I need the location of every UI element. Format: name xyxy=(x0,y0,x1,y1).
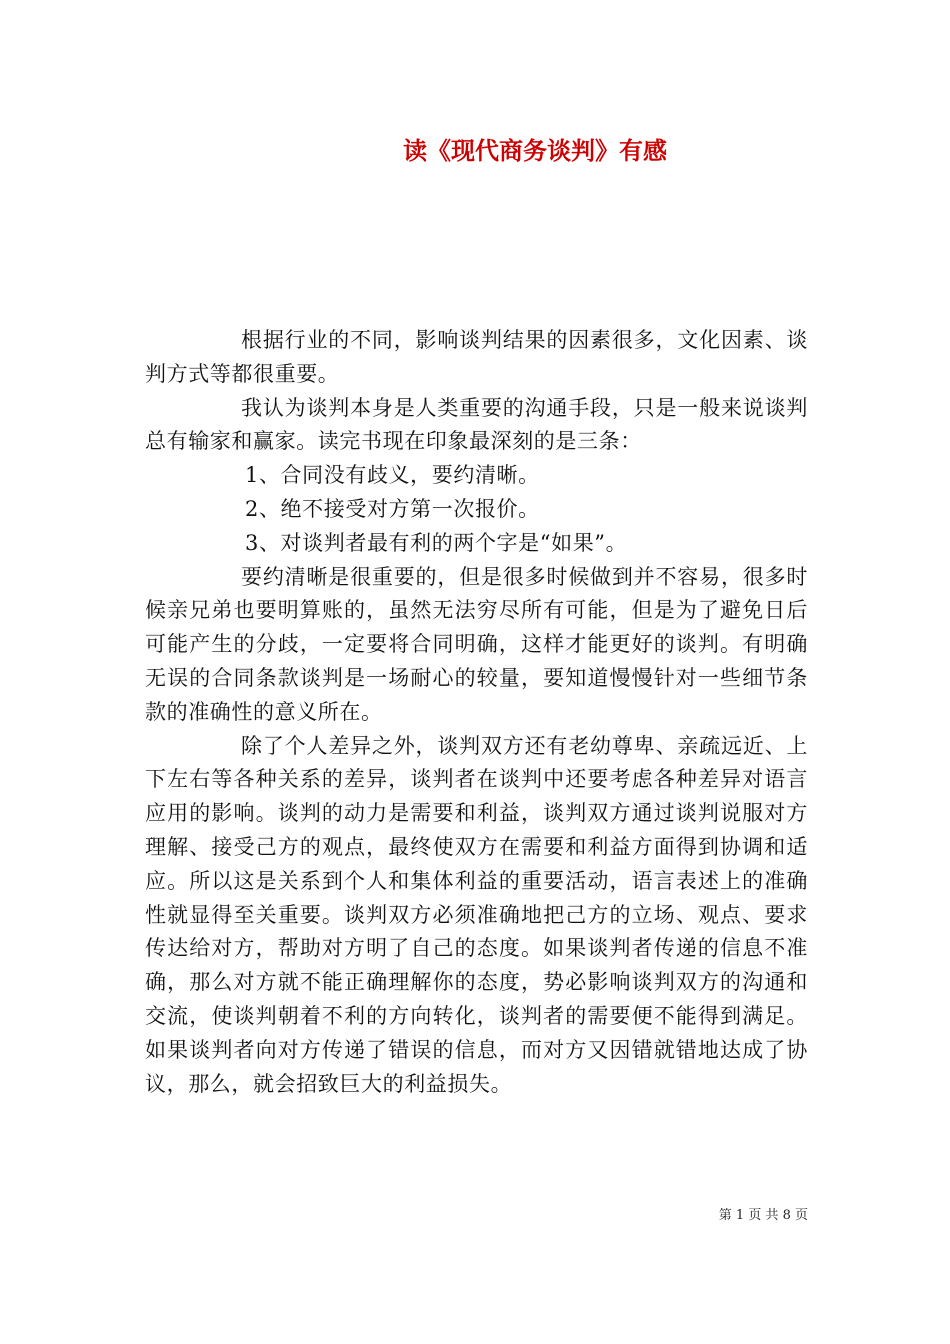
paragraph-differences: 除了个人差异之外，谈判双方还有老幼尊卑、亲疏远近、上下左右等各种关系的差异，谈判者在谈判中还要考虑各种差异对语言应用的影响。谈判的动力是需要和利益，谈判双方通过谈判说服对方理解、接受己方的观点，最终使双方在需要和利益方面得到协调和适应。所以这是关系到个人和集体利益的重要活动，语言表述上的准确性就显得至关重要。谈判双方必须准确地把己方的立场、观点、要求传达给对方，帮助对方明了自己的态度。如果谈判者传递的信息不准确，那么对方就不能正确理解你的态度，势必影响谈判双方的沟通和交流，使谈判朝着不利的方向转化，谈判者的需要便不能得到满足。如果谈判者向对方传递了错误的信息，而对方又因错就错地达成了协议，那么，就会招致巨大的利益损失。 xyxy=(145,733,808,1096)
list-item: 1、合同没有歧义，要约清晰。 xyxy=(245,463,540,488)
page-number: 第 1 页 共 8 页 xyxy=(718,1208,808,1223)
page-title: 读《现代商务谈判》有感 xyxy=(403,136,667,165)
paragraph-intro: 根据行业的不同，影响谈判结果的因素很多，文化因素、谈判方式等都很重要。 xyxy=(145,328,808,386)
list-item: 3、对谈判者最有利的两个字是“如果”。 xyxy=(245,530,628,555)
document-body xyxy=(145,324,808,1101)
paragraph-opinion: 我认为谈判本身是人类重要的沟通手段，只是一般来说谈判总有输家和赢家。读完书现在印象最深刻的是三条： xyxy=(145,395,808,454)
paragraph-contract: 要约清晰是很重要的，但是很多时候做到并不容易，很多时候亲兄弟也要明算账的，虽然无法穷尽所有可能，但是为了避免日后可能产生的分歧，一定要将合同明确，这样才能更好的谈判。有明确无误的合同条款谈判是一场耐心的较量，要知道慢慢针对一些细节条款的准确性的意义所在。 xyxy=(145,564,808,724)
list-item: 2、绝不接受对方第一次报价。 xyxy=(245,496,540,521)
